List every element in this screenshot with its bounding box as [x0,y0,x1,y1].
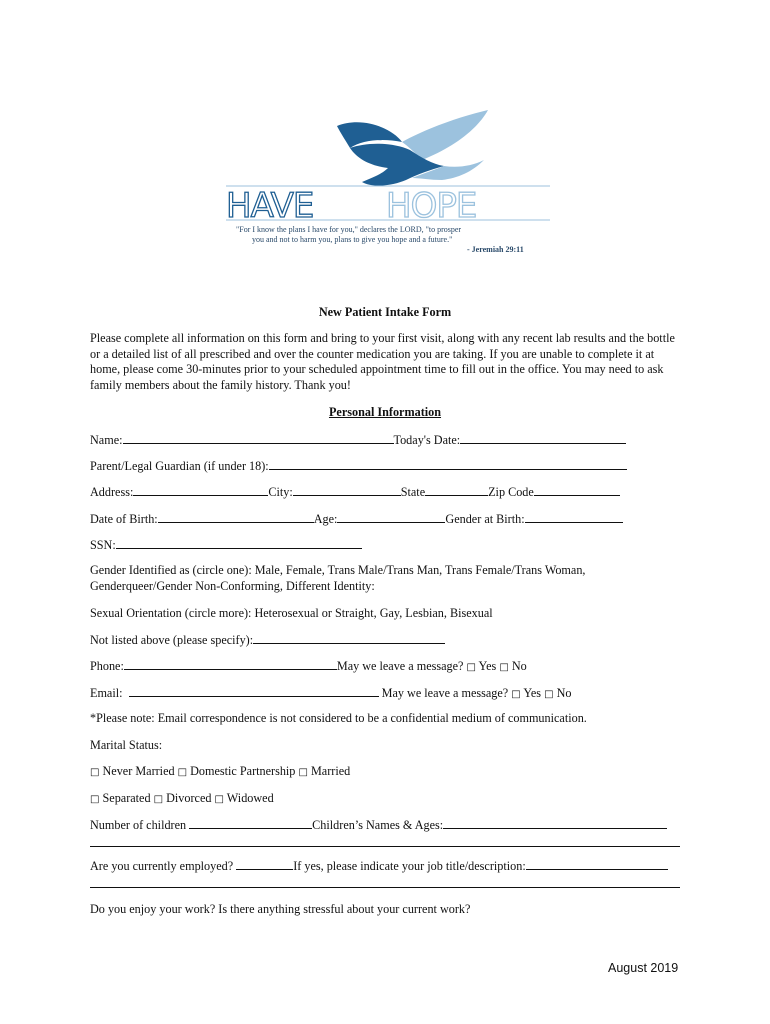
widowed-checkbox[interactable]: □ [214,794,224,805]
employed-field[interactable] [236,858,293,870]
address-label: Address: [90,485,134,499]
domestic-partnership-checkbox[interactable]: □ [177,767,188,778]
name-field[interactable] [123,432,394,444]
quote-line2: you and not to harm you, plans to give you hope and a future." [252,235,453,244]
brand-have: HAVE [226,186,314,226]
never-married-label: Never Married [102,764,175,778]
address-field[interactable] [133,484,268,496]
married-label: Married [310,764,351,778]
employment-row [90,858,668,874]
gender-birth-label: Gender at Birth: [445,512,525,526]
email-note: *Please note: Email correspondence is not considered to be a confidential medium of communication. [90,711,587,725]
form-title: New Patient Intake Form [318,305,452,319]
quote-ref: - Jeremiah 29:11 [467,245,524,254]
phone-field[interactable] [124,658,337,670]
children-names-label: Children’s Names & Ages: [312,818,444,832]
employed-label: Are you currently employed? [90,859,234,873]
dove-logo-icon [222,108,554,263]
not-listed-field[interactable] [253,632,445,644]
job-extra-line[interactable] [90,887,680,888]
sexual-orientation: Sexual Orientation (circle more): Heterosexual or Straight, Gay, Lesbian, Bisexual [90,606,493,620]
children-label: Number of children [90,818,187,832]
marital-label: Marital Status: [90,738,163,752]
zip-field[interactable] [534,484,620,496]
email-message-label: May we leave a message? [381,686,509,700]
phone-yes-checkbox[interactable]: □ [466,662,476,673]
never-married-checkbox[interactable]: □ [90,767,100,778]
guardian-field[interactable] [269,458,627,470]
not-listed-label: Not listed above (please specify): [90,633,254,647]
not-listed-row [90,632,445,648]
name-row [90,432,626,448]
phone-label: Phone: [90,659,124,673]
job-label: If yes, please indicate your job title/description: [293,859,526,873]
gender-identity-line2: Genderqueer/Gender Non-Conforming, Different Identity: [90,579,375,593]
divorced-label: Divorced [166,791,212,805]
phone-yes-label: Yes [478,659,497,673]
footer-date: August 2019 [608,961,679,975]
section-personal-information: Personal Information [328,405,442,419]
phone-row [90,658,527,675]
address-row [90,484,620,500]
separated-checkbox[interactable]: □ [90,794,100,805]
widowed-label: Widowed [226,791,274,805]
state-field[interactable] [425,484,488,496]
ssn-row [90,537,362,553]
name-label: Name: [90,433,123,447]
city-label: City: [268,485,293,499]
phone-no-label: No [511,659,527,673]
city-field[interactable] [293,484,401,496]
ssn-label: SSN: [90,538,116,552]
todays-date-label: Today's Date: [393,433,461,447]
children-names-field[interactable] [443,817,667,829]
marital-row1 [90,764,350,780]
enjoy-work-question: Do you enjoy your work? Is there anything stressful about your current work? [90,902,471,916]
ssn-field[interactable] [116,537,362,549]
dob-row [90,511,623,527]
gender-identity-line1: Gender Identified as (circle one): Male, Female, Trans Male/Trans Man, Trans Female/Trans Woman, [90,563,586,577]
email-label: Email: [90,686,126,700]
email-yes-checkbox[interactable]: □ [511,689,521,700]
divorced-checkbox[interactable]: □ [153,794,164,805]
have-hope-logo [222,108,554,263]
domestic-partnership-label: Domestic Partnership [190,764,296,778]
brand-hope: HOPE [386,186,477,226]
dob-label: Date of Birth: [90,512,158,526]
todays-date-field[interactable] [460,432,626,444]
phone-no-checkbox[interactable]: □ [499,662,509,673]
marital-row2 [90,791,274,807]
email-row [90,685,572,702]
guardian-label: Parent/Legal Guardian (if under 18): [90,459,269,473]
children-row [90,817,667,833]
job-field[interactable] [526,858,668,870]
children-names-extra-line[interactable] [90,846,680,847]
quote-line1: "For I know the plans I have for you," declares the LORD, "to prosper [236,225,462,234]
gender-birth-field[interactable] [525,511,623,523]
email-no-checkbox[interactable]: □ [544,689,554,700]
guardian-row [90,458,627,474]
age-field[interactable] [337,511,445,523]
email-yes-label: Yes [523,686,542,700]
separated-label: Separated [102,791,151,805]
email-no-label: No [556,686,572,700]
age-label: Age: [313,512,338,526]
children-count-field[interactable] [189,817,312,829]
phone-message-label: May we leave a message? [336,659,464,673]
state-label: State [400,485,426,499]
zip-label: Zip Code [488,485,534,499]
intro-paragraph: Please complete all information on this form and bring to your first visit, along with any recent lab results and the bottle or a detailed list of all prescribed and over the counter medication you are taking. If you are unable to complete it at home, please come 30-minutes prior to your scheduled appointment time to fill out in the office. You may need to ask family members about the family history. Thank you! [90,331,675,392]
married-checkbox[interactable]: □ [298,767,308,778]
email-field[interactable] [129,685,379,697]
dob-field[interactable] [158,511,314,523]
